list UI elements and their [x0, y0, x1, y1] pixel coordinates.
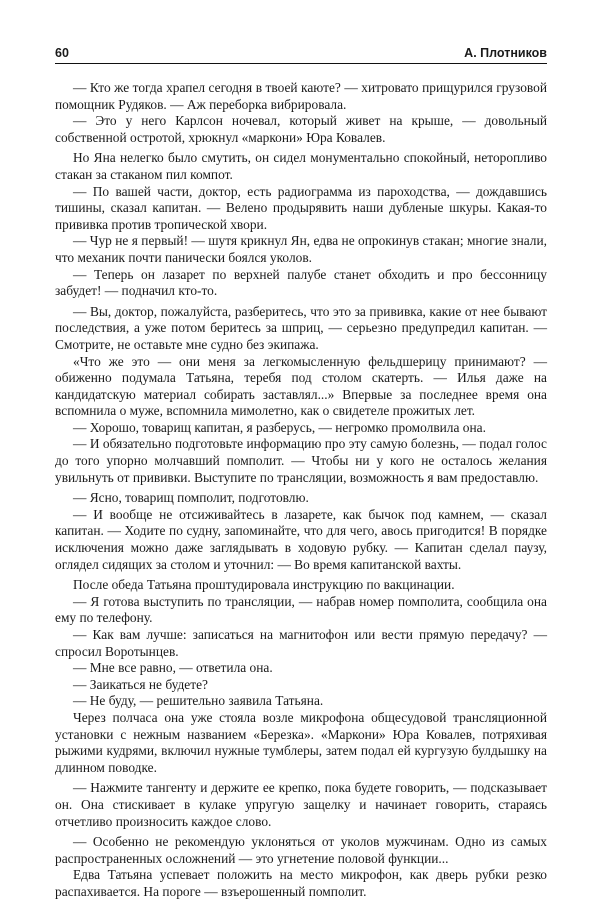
page-number: 60 [55, 46, 69, 60]
body-text [55, 80, 547, 901]
paragraph: Едва Татьяна успевает положить на место микрофон, как дверь рубки резко распахивается. На пороге — взъерошенный помполит. [55, 867, 547, 899]
book-page [55, 44, 547, 901]
paragraph: — Нажмите тангенту и держите ее крепко, пока будете говорить, — подсказывает он. Она стискивает в кулаке упругую защелку и начинает говорить, стараясь отчетливо произносить каждое слово. [55, 780, 547, 829]
paragraph: — Кто же тогда храпел сегодня в твоей каюте? — хитровато прищурился грузовой помощник Рудяков. — Аж переборка вибрировала. [55, 80, 547, 112]
paragraph: — Теперь он лазарет по верхней палубе станет обходить и про бессонницу забудет! — подначил кто-то. [55, 266, 547, 299]
author-name: А. Плотников [464, 46, 547, 60]
paragraph: — По вашей части, доктор, есть радиограмма из пароходства, — дождавшись тишины, сказал капитан. — Велено продырявить наши дубленые шкуры. Какая-то прививка против тропической хвори. [55, 183, 547, 232]
paragraph: — Это у него Карлсон ночевал, который живет на крыше, — довольный собственной остротой, хрюкнул «маркони» Юра Ковалев. [55, 113, 547, 145]
paragraph: Но Яна нелегко было смутить, он сидел монументально спокойный, неторопливо стакан за стаканом пил компот. [55, 150, 547, 182]
paragraph: — И обязательно подготовьте информацию про эту самую болезнь, — подал голос до того упорно молчавший помполит. — Чтобы ни у кого не осталось желания увильнуть от прививки. Выступите по трансляции, возможность я вам предоставлю. [55, 436, 547, 485]
paragraph: «Что же это — они меня за легкомысленную фельдшерицу принимают? — обиженно подумала Татьяна, теребя под столом скатерть. — Илья даже на кандидатскую материал собирать заставлял...» Впервые за последнее время она вспомнила о муже, вспомнила мимолетно, как о свидетеле прожитых лет. [55, 353, 547, 419]
paragraph: — И вообще не отсиживайтесь в лазарете, как бычок под камнем, — сказал капитан. — Ходите по судну, запоминайте, что для чего, авось пригодится! В порядке исключения можно даже заглядывать в ходовую рубку. — Капитан сделал паузу, оглядел сидящих за столом и уточнил: — Во время капитанской вахты. [55, 506, 547, 572]
paragraph: — Ясно, товарищ помполит, подготовлю. [73, 490, 309, 506]
paragraph: — Мне все равно, — ответила она. [73, 660, 273, 676]
paragraph: — Чур не я первый! — шутя крикнул Ян, едва не опрокинув стакан; многие знали, что механик почти панически боялся уколов. [55, 233, 547, 265]
paragraph: — Как вам лучше: записаться на магнитофон или вести прямую передачу? — спросил Воротынцев. [55, 627, 547, 659]
paragraph: После обеда Татьяна проштудировала инструкцию по вакцинации. [73, 577, 455, 593]
paragraph: — Хорошо, товарищ капитан, я разберусь, — негромко промолвила она. [73, 419, 486, 435]
paragraph: — Особенно не рекомендую уклоняться от уколов мужчинам. Одно из самых распространенных осложнений — это угнетение половой функции... [55, 834, 547, 866]
paragraph: — Не буду, — решительно заявила Татьяна. [73, 693, 324, 709]
running-head [55, 44, 547, 64]
paragraph: Через полчаса она уже стояла возле микрофона общесудовой трансляционной установки с нежным названием «Березка». «Маркони» Юра Ковалев, потряхивая рыжими кудрями, включил нужные тумблеры, затем подал ей кургузую булдышку на длинном поводке. [55, 709, 547, 775]
paragraph: — Заикаться не будете? [73, 676, 208, 692]
paragraph: — Я готова выступить по трансляции, — набрав номер помполита, сообщила она ему по телефону. [55, 593, 547, 626]
paragraph: — Вы, доктор, пожалуйста, разберитесь, что это за прививка, какие от нее бывают последствия, а уже потом беритесь за шприц, — серьезно предупредил капитан. — Смотрите, не оставьте мне судно без экипажа. [55, 303, 547, 352]
